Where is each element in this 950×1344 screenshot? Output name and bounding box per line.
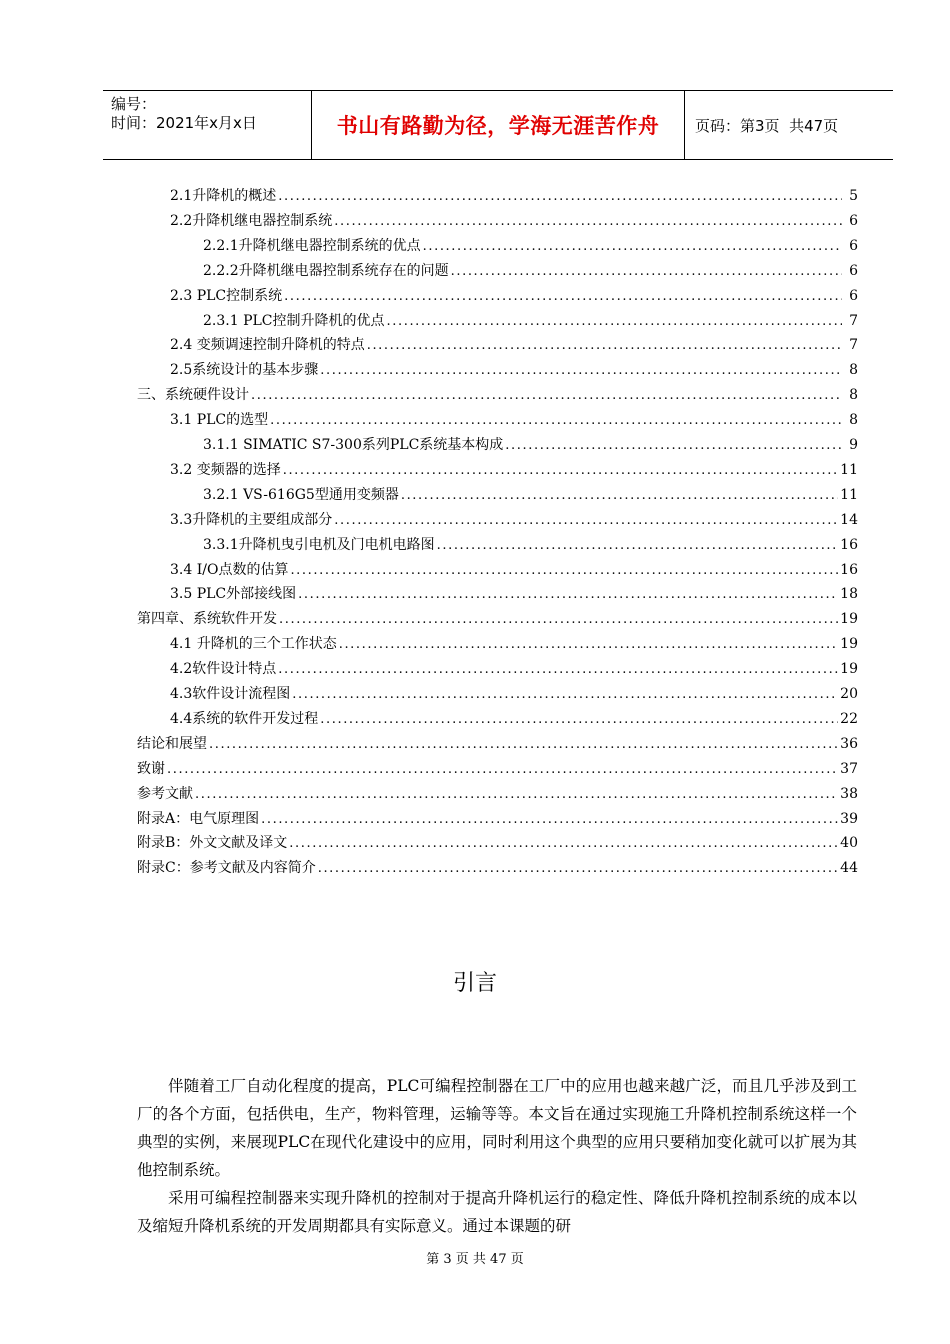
toc-entry-page: 16 — [840, 561, 858, 578]
toc-entry-page: 19 — [840, 611, 858, 628]
toc-entry-page: 16 — [840, 536, 858, 553]
page-footer: 第 3 页 共 47 页 — [426, 1252, 524, 1267]
toc-entry[interactable] — [137, 734, 858, 754]
number-label: 编号： — [111, 95, 157, 113]
toc-entry-page: 7 — [849, 337, 858, 354]
toc-entry-label: 3.2 变频器的选择 — [170, 461, 281, 478]
toc-entry[interactable] — [137, 759, 858, 779]
toc-leader-dots — [451, 262, 842, 282]
toc-entry-page: 6 — [849, 237, 858, 254]
toc-entry-page: 37 — [840, 760, 858, 777]
section-title: 引言 — [452, 971, 497, 996]
toc-entry-page: 11 — [840, 486, 858, 503]
toc-entry-page: 22 — [840, 710, 858, 727]
toc-entry-page: 8 — [849, 387, 858, 404]
toc-entry[interactable] — [170, 709, 858, 729]
toc-entry[interactable] — [203, 311, 858, 331]
toc-entry-page: 11 — [840, 461, 858, 478]
toc-entry-page: 6 — [849, 212, 858, 229]
toc-entry[interactable] — [203, 261, 858, 281]
toc-leader-dots — [209, 735, 838, 755]
toc-leader-dots — [437, 536, 839, 556]
paragraph: 采用可编程控制器来实现升降机的控制对于提高升降机运行的稳定性、降低升降机控制系统的成本以及缩短升降机系统的开发周期都具有实际意义。通过本课题的研 — [137, 1189, 857, 1235]
toc-entry-page: 38 — [840, 785, 858, 802]
toc-entry[interactable] — [137, 385, 858, 405]
toc-entry-label: 3.1.1 SIMATIC S7-300系列PLC系统基本构成 — [203, 437, 504, 453]
toc-entry[interactable] — [203, 485, 858, 505]
toc-entry-label: 2.2.1升降机继电器控制系统的优点 — [203, 237, 421, 254]
toc-entry-label: 结论和展望 — [137, 735, 207, 752]
toc-entry-label: 附录A：电气原理图 — [137, 810, 260, 827]
toc-leader-dots — [367, 336, 842, 356]
toc-leader-dots — [261, 810, 838, 830]
toc-entry-page: 14 — [840, 511, 858, 528]
toc-entry[interactable] — [203, 236, 858, 256]
toc-entry[interactable] — [170, 684, 858, 704]
toc-entry-label: 2.4 变频调速控制升降机的特点 — [170, 337, 365, 354]
toc-leader-dots — [339, 635, 838, 655]
toc-entry-label: 致谢 — [137, 760, 165, 777]
toc-entry[interactable] — [137, 858, 858, 878]
toc-entry-label: 附录C：参考文献及内容简介 — [137, 860, 316, 877]
toc-entry[interactable] — [170, 186, 858, 206]
toc-entry[interactable] — [170, 211, 858, 231]
toc-entry-page: 6 — [849, 262, 858, 279]
toc-entry[interactable] — [170, 659, 858, 679]
toc-entry-page: 8 — [849, 412, 858, 429]
toc-leader-dots — [278, 660, 838, 680]
toc-entry[interactable] — [203, 535, 858, 555]
toc-entry[interactable] — [170, 584, 858, 604]
paragraph: 伴随着工厂自动化程度的提高，PLC可编程控制器在工厂中的应用也越来越广泛，而且几乎涉及到工厂的各个方面，包括供电，生产，物料管理，运输等等。本文旨在通过实现施工升降机控制系统这样一个典型的实例，来展现PLC在现代化建设中的应用，同时利用这个典型的应用只要稍加变化就可以扩展为其他控制系统。 — [137, 1077, 857, 1179]
toc-entry-page: 7 — [849, 312, 858, 329]
toc-entry-label: 3.3.1升降机曳引电机及门电机电路图 — [203, 536, 435, 553]
toc-entry-label: 2.2.2升降机继电器控制系统存在的问题 — [203, 262, 449, 279]
toc-entry-label: 3.4 I/O点数的估算 — [170, 561, 289, 578]
toc-entry-page: 6 — [849, 287, 858, 304]
toc-leader-dots — [278, 187, 842, 207]
toc-entry[interactable] — [137, 609, 858, 629]
toc-entry[interactable] — [137, 809, 858, 829]
toc-entry-page: 18 — [840, 586, 858, 603]
toc-leader-dots — [320, 361, 842, 381]
toc-leader-dots — [320, 710, 838, 730]
toc-entry-label: 2.1升降机的概述 — [170, 188, 277, 204]
page-info-text: 页码：第3页 共47页 — [695, 116, 839, 135]
toc-leader-dots — [334, 212, 842, 232]
toc-entry-page: 19 — [840, 636, 858, 653]
toc-entry-label: 3.5 PLC外部接线图 — [170, 586, 297, 603]
toc-entry[interactable] — [170, 286, 858, 306]
toc-leader-dots — [251, 386, 842, 406]
toc-entry-page: 40 — [840, 835, 858, 852]
toc-entry[interactable] — [170, 335, 858, 355]
toc-entry-page: 20 — [840, 686, 858, 702]
toc-entry-label: 3.2.1 VS-616G5型通用变频器 — [203, 486, 399, 503]
toc-leader-dots — [270, 411, 842, 431]
toc-entry-label: 4.3软件设计流程图 — [170, 686, 291, 702]
toc-leader-dots — [334, 511, 838, 531]
toc-entry[interactable] — [170, 510, 858, 530]
toc-leader-dots — [290, 561, 838, 581]
toc-entry-page: 9 — [849, 437, 858, 453]
header-meta — [103, 91, 312, 159]
toc-entry-page: 8 — [849, 362, 858, 379]
toc-leader-dots — [401, 486, 838, 506]
toc-leader-dots — [387, 312, 842, 332]
toc-entry-label: 4.4系统的软件开发过程 — [170, 710, 319, 727]
toc-leader-dots — [505, 436, 842, 456]
toc-entry-label: 第四章、系统软件开发 — [137, 611, 277, 628]
toc-entry-label: 2.3 PLC控制系统 — [170, 287, 283, 304]
toc-entry-page: 19 — [840, 661, 858, 678]
toc-entry-page: 39 — [840, 810, 858, 827]
body-text — [137, 1072, 857, 1240]
toc-entry[interactable] — [203, 435, 858, 455]
toc-entry-label: 3.1 PLC的选型 — [170, 412, 269, 429]
toc-entry-label: 2.5系统设计的基本步骤 — [170, 362, 319, 379]
toc-leader-dots — [195, 785, 838, 805]
toc-entry[interactable] — [170, 634, 858, 654]
toc-leader-dots — [423, 237, 842, 257]
toc-entry-label: 4.2软件设计特点 — [170, 661, 277, 678]
toc-entry-label: 3.3升降机的主要组成部分 — [170, 511, 333, 528]
page-header — [103, 90, 893, 160]
header-page-info — [685, 91, 893, 159]
toc-leader-dots — [318, 859, 838, 879]
toc-entry-label: 4.1 升降机的三个工作状态 — [170, 636, 337, 653]
toc-entry[interactable] — [137, 784, 858, 804]
toc-entry[interactable] — [137, 833, 858, 853]
toc-entry[interactable] — [170, 560, 858, 580]
toc-leader-dots — [283, 461, 838, 481]
toc-entry-page: 44 — [840, 860, 858, 877]
toc-leader-dots — [298, 585, 838, 605]
toc-entry-page: 36 — [840, 735, 858, 752]
toc-entry[interactable] — [170, 410, 858, 430]
time-label: 时间：2021年x月x日 — [111, 114, 257, 132]
toc-entry-label: 附录B：外文文献及译文 — [137, 835, 288, 852]
toc-leader-dots — [167, 760, 838, 780]
toc-leader-dots — [289, 834, 838, 854]
toc-leader-dots — [279, 610, 838, 630]
toc-entry-page: 5 — [849, 188, 858, 204]
header-motto: 书山有路勤为径，学海无涯苦作舟 — [312, 91, 685, 159]
toc-leader-dots — [292, 685, 838, 705]
toc-entry[interactable] — [170, 460, 858, 480]
toc-entry-label: 三、系统硬件设计 — [137, 387, 249, 404]
toc-entry-label: 参考文献 — [137, 785, 193, 802]
toc-entry[interactable] — [170, 360, 858, 380]
toc-leader-dots — [284, 287, 842, 307]
toc-entry-label: 2.3.1 PLC控制升降机的优点 — [203, 312, 385, 329]
toc-entry-label: 2.2升降机继电器控制系统 — [170, 212, 333, 229]
